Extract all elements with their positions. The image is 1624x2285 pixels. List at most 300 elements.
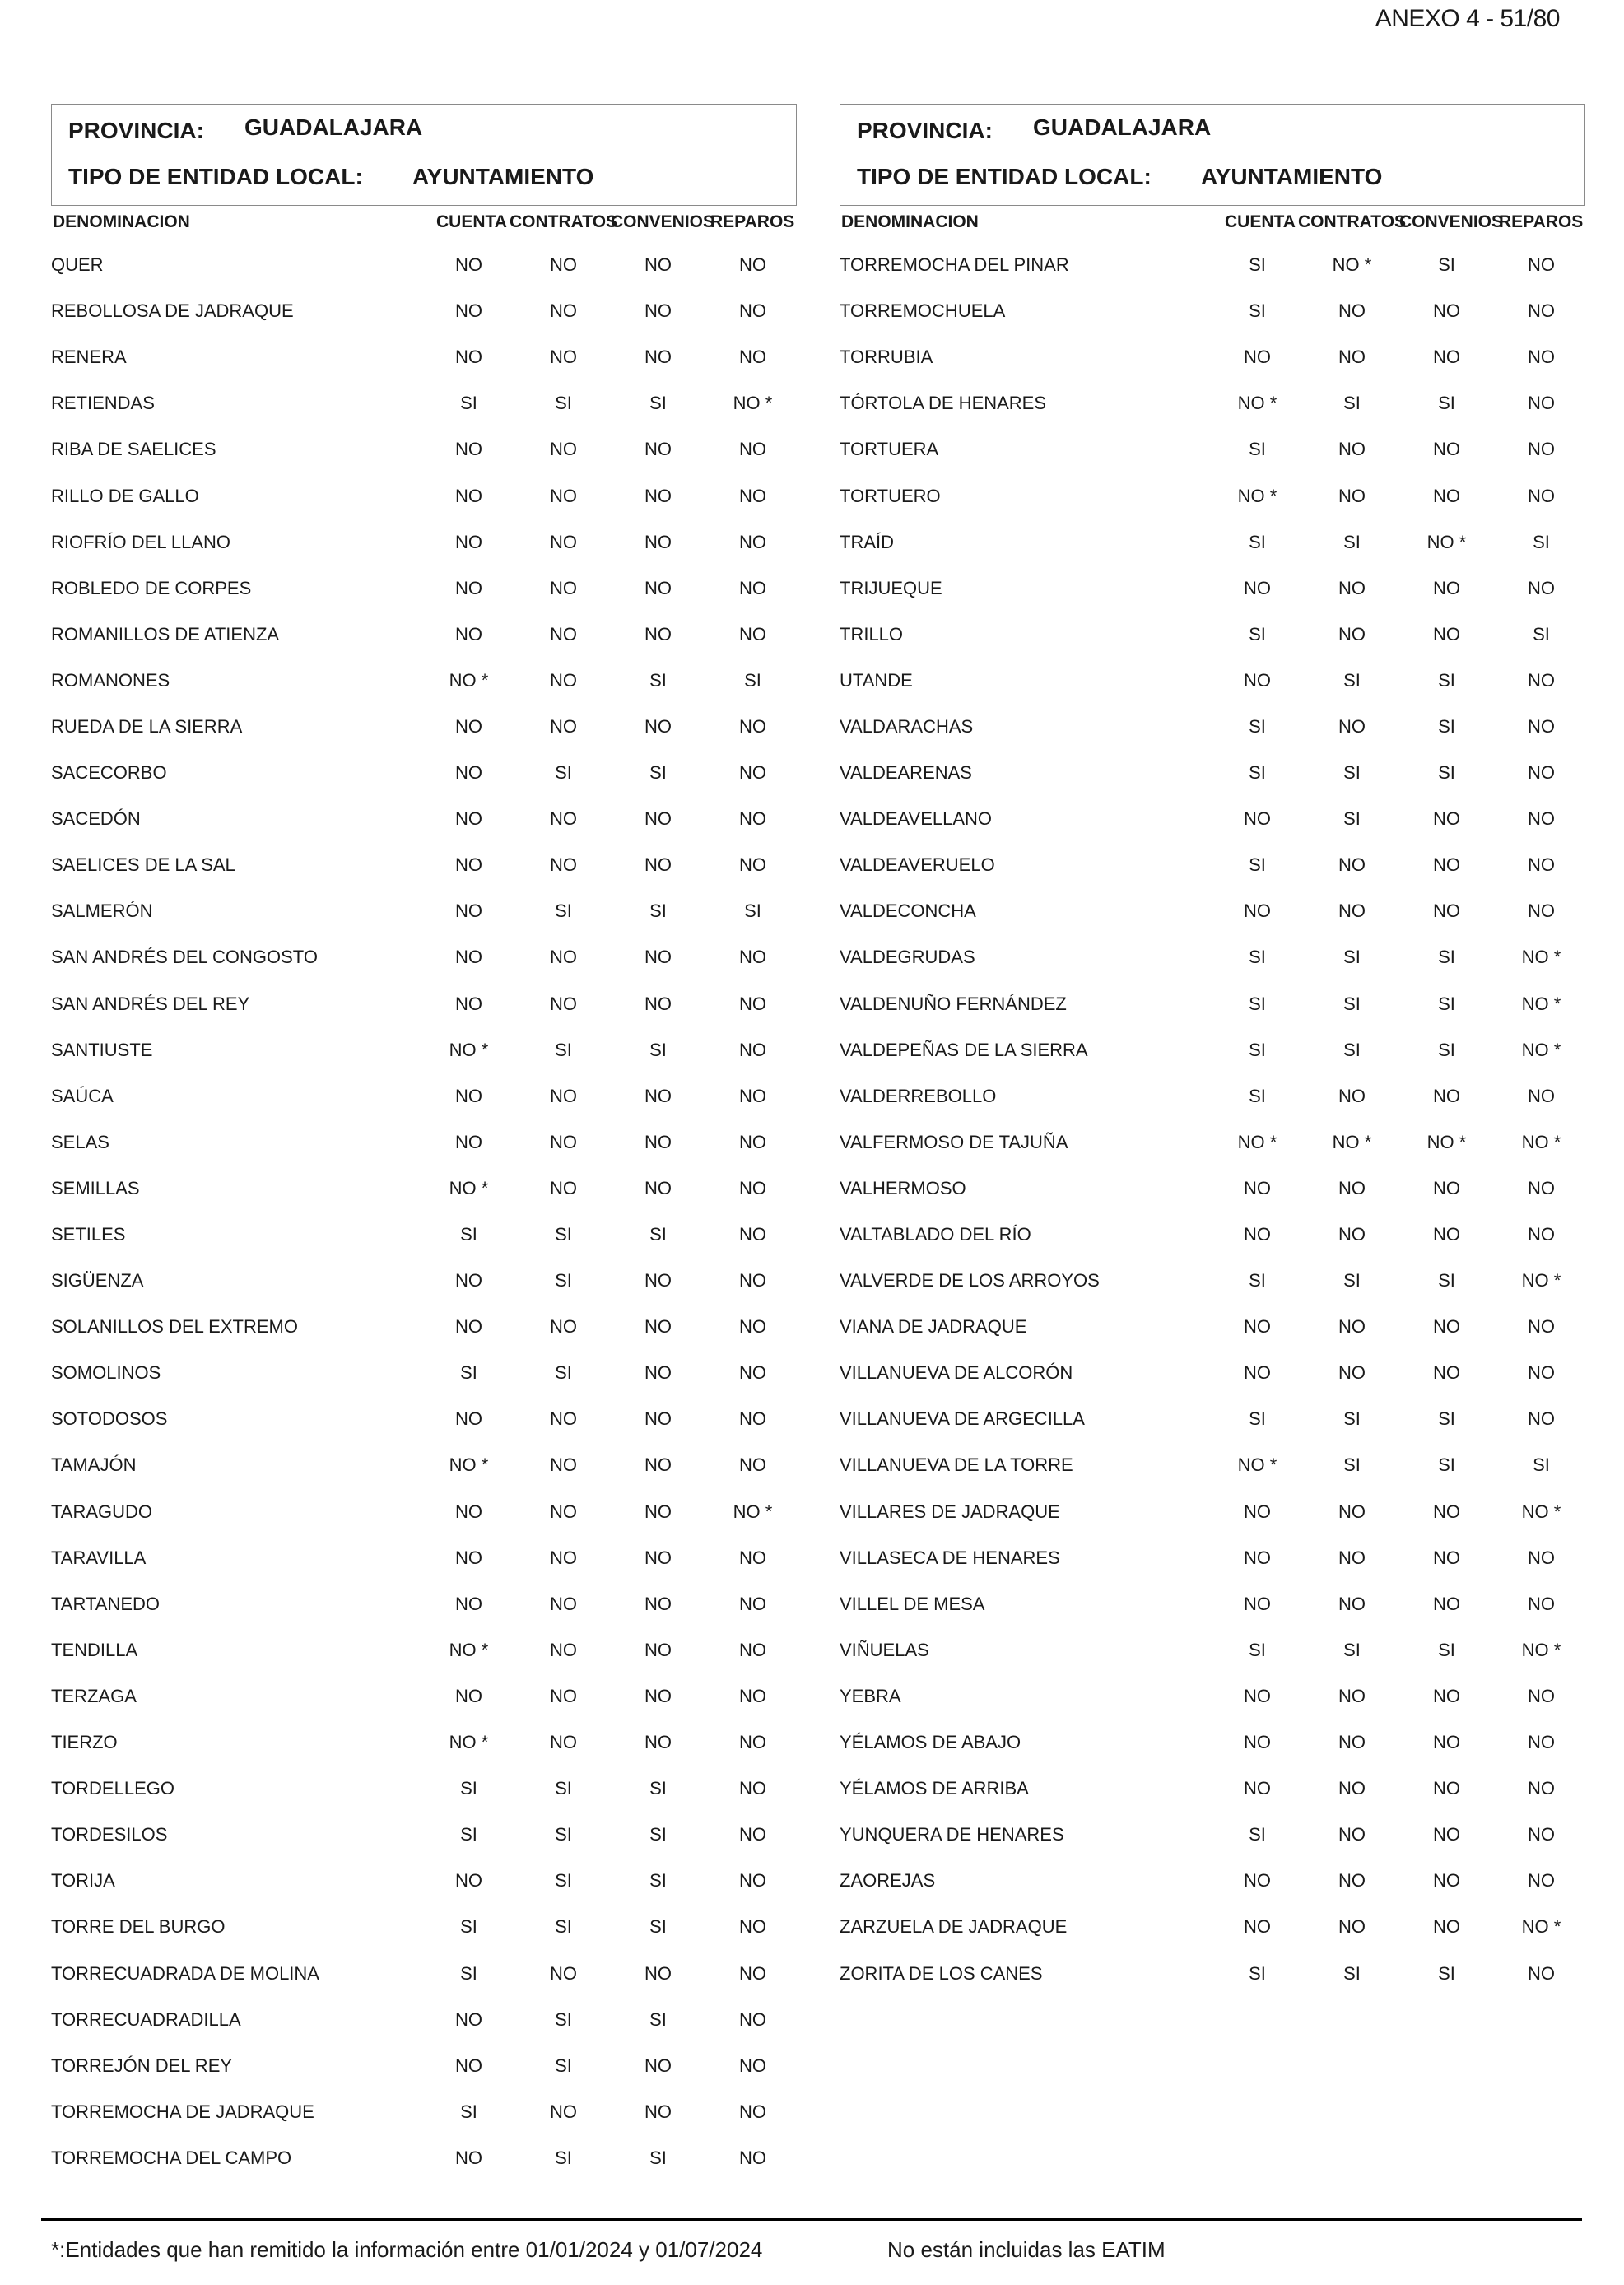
cuenta-value: NO [455, 1408, 482, 1430]
contratos-value: NO [1338, 1916, 1366, 1938]
convenios-value: NO [644, 947, 672, 968]
contratos-value: SI [555, 901, 572, 922]
convenios-value: SI [1438, 715, 1455, 737]
contratos-value: SI [555, 1039, 572, 1060]
entity-name: SOMOLINOS [51, 1362, 161, 1384]
entity-name: UTANDE [840, 669, 913, 691]
reparos-value: SI [1533, 1454, 1550, 1476]
table-row [51, 380, 800, 426]
column-header-cuenta: CUENTA [436, 212, 507, 231]
reparos-value: NO [739, 439, 766, 460]
contratos-value: NO [550, 854, 577, 876]
cuenta-value: NO * [449, 1177, 489, 1198]
cuenta-value: NO * [449, 1039, 489, 1060]
column-header-reparos: REPAROS [710, 212, 795, 231]
contratos-value: SI [1343, 1639, 1361, 1660]
cuenta-value: NO [455, 300, 482, 322]
reparos-value: NO [739, 2101, 766, 2122]
contratos-value: SI [555, 1916, 572, 1938]
table-row [51, 1396, 800, 1442]
contratos-value: NO [1338, 1316, 1366, 1338]
table-row [51, 704, 800, 750]
reparos-value: NO [739, 1224, 766, 1245]
entity-name: TÓRTOLA DE HENARES [840, 393, 1047, 414]
reparos-value: NO [739, 623, 766, 645]
cuenta-value: NO [1244, 1177, 1271, 1198]
reparos-value: NO [739, 485, 766, 506]
reparos-value: NO * [1521, 1270, 1561, 1291]
entity-name: SEMILLAS [51, 1177, 140, 1198]
convenios-value: NO [644, 1732, 672, 1753]
cuenta-value: NO [1244, 901, 1271, 922]
cuenta-value: SI [460, 1224, 477, 1245]
entity-name: TARAGUDO [51, 1501, 153, 1522]
convenios-value: SI [1438, 947, 1455, 968]
cuenta-value: SI [460, 1362, 477, 1384]
cuenta-value: NO [455, 993, 482, 1014]
table-row [51, 1258, 800, 1304]
table-row [51, 2089, 800, 2135]
entity-name: TRAÍD [840, 531, 894, 552]
contratos-value: NO [550, 1131, 577, 1152]
table-row [840, 1350, 1589, 1396]
cuenta-value: NO * [1237, 485, 1277, 506]
convenios-value: NO [644, 1316, 672, 1338]
convenios-value: SI [1438, 1408, 1455, 1430]
table-row [840, 796, 1589, 842]
contratos-value: NO * [1332, 254, 1372, 276]
entity-name: TRILLO [840, 623, 904, 645]
entity-name: VALFERMOSO DE TAJUÑA [840, 1131, 1068, 1152]
cuenta-value: SI [1249, 854, 1266, 876]
entity-name: VILLARES DE JADRAQUE [840, 1501, 1060, 1522]
reparos-value: NO [739, 2008, 766, 2030]
reparos-value: NO [739, 1593, 766, 1614]
entity-name: RUEDA DE LA SIERRA [51, 715, 243, 737]
reparos-value: NO * [733, 393, 773, 414]
tipo-entidad-value: AYUNTAMIENTO [1201, 164, 1383, 189]
contratos-value: SI [1343, 947, 1361, 968]
convenios-value: NO [644, 1085, 672, 1106]
contratos-value: NO [1338, 347, 1366, 368]
left-data-table [51, 242, 800, 2181]
contratos-value: SI [555, 1778, 572, 1799]
cuenta-value: NO [455, 901, 482, 922]
table-row [840, 934, 1589, 980]
cuenta-value: NO [1244, 347, 1271, 368]
table-row [51, 288, 800, 334]
convenios-value: NO [1433, 485, 1460, 506]
table-row [840, 1720, 1589, 1766]
cuenta-value: NO [455, 1316, 482, 1338]
convenios-value: SI [649, 901, 667, 922]
contratos-value: NO [550, 1316, 577, 1338]
reparos-value: NO [739, 577, 766, 598]
entity-name: SACECORBO [51, 762, 167, 784]
table-row [51, 1950, 800, 1996]
reparos-value: NO [1528, 669, 1555, 691]
cuenta-value: NO [455, 1547, 482, 1568]
convenios-value: NO [1433, 1547, 1460, 1568]
table-row [51, 1350, 800, 1396]
convenios-value: NO [644, 485, 672, 506]
table-row [51, 1535, 800, 1581]
table-row [840, 658, 1589, 704]
provincia-label: PROVINCIA: [68, 118, 204, 143]
convenios-value: NO [644, 1593, 672, 1614]
cuenta-value: NO [1244, 1778, 1271, 1799]
entity-name: SANTIUSTE [51, 1039, 153, 1060]
convenios-value: NO [1433, 1316, 1460, 1338]
convenios-value: NO [644, 623, 672, 645]
contratos-value: SI [1343, 1962, 1361, 1984]
convenios-value: SI [649, 393, 667, 414]
contratos-value: SI [555, 2008, 572, 2030]
convenios-value: NO [644, 2055, 672, 2076]
entity-name: VALHERMOSO [840, 1177, 966, 1198]
reparos-value: NO * [1521, 947, 1561, 968]
cuenta-value: NO [455, 1085, 482, 1106]
cuenta-value: NO [1244, 1685, 1271, 1706]
entity-name: VIÑUELAS [840, 1639, 929, 1660]
convenios-value: NO [644, 531, 672, 552]
reparos-value: NO [739, 1177, 766, 1198]
contratos-value: NO [550, 669, 577, 691]
reparos-value: NO [739, 1362, 766, 1384]
entity-name: TORRECUADRADA DE MOLINA [51, 1962, 319, 1984]
reparos-value: NO * [1521, 1501, 1561, 1522]
reparos-value: NO [1528, 254, 1555, 276]
reparos-value: NO [739, 1085, 766, 1106]
cuenta-value: NO [455, 1131, 482, 1152]
entity-name: ROMANILLOS DE ATIENZA [51, 623, 280, 645]
entity-name: VALTABLADO DEL RÍO [840, 1224, 1031, 1245]
convenios-value: NO [644, 439, 672, 460]
reparos-value: NO * [733, 1501, 773, 1522]
table-row [51, 1166, 800, 1212]
cuenta-value: NO * [1237, 1131, 1277, 1152]
table-row [840, 1673, 1589, 1720]
convenios-value: NO [1433, 1824, 1460, 1845]
entity-name: VALDEPEÑAS DE LA SIERRA [840, 1039, 1088, 1060]
table-row [840, 1489, 1589, 1535]
reparos-value: NO [1528, 715, 1555, 737]
cuenta-value: SI [1249, 715, 1266, 737]
table-row [51, 1627, 800, 1673]
cuenta-value: NO [455, 577, 482, 598]
convenios-value: NO [1433, 300, 1460, 322]
entity-name: SAELICES DE LA SAL [51, 854, 235, 876]
cuenta-value: NO [455, 1501, 482, 1522]
convenios-value: NO [1433, 1778, 1460, 1799]
reparos-value: NO [739, 1824, 766, 1845]
cuenta-value: SI [460, 393, 477, 414]
reparos-value: NO [739, 254, 766, 276]
reparos-value: NO [1528, 577, 1555, 598]
table-row [840, 426, 1589, 472]
convenios-value: SI [1438, 1639, 1455, 1660]
column-header-denominacion: DENOMINACION [53, 212, 190, 231]
cuenta-value: NO [455, 347, 482, 368]
reparos-value: NO [739, 1454, 766, 1476]
left-panel [51, 104, 800, 2168]
entity-name: TORREMOCHA DE JADRAQUE [51, 2101, 314, 2122]
table-row [840, 380, 1589, 426]
convenios-value: NO [644, 808, 672, 830]
convenios-value: NO [644, 300, 672, 322]
cuenta-value: SI [1249, 1039, 1266, 1060]
contratos-value: NO [550, 1454, 577, 1476]
convenios-value: SI [1438, 1039, 1455, 1060]
reparos-value: NO [1528, 808, 1555, 830]
reparos-value: NO [739, 854, 766, 876]
reparos-value: NO [739, 1408, 766, 1430]
convenios-value: NO [1433, 439, 1460, 460]
entity-name: SELAS [51, 1131, 109, 1152]
entity-name: VILLANUEVA DE ALCORÓN [840, 1362, 1073, 1384]
reparos-value: NO [739, 531, 766, 552]
entity-name: TORTUERA [840, 439, 939, 460]
reparos-value: NO [739, 1639, 766, 1660]
reparos-value: NO * [1521, 1639, 1561, 1660]
convenios-value: SI [649, 1870, 667, 1892]
convenios-value: NO [1433, 1085, 1460, 1106]
entity-name: ZARZUELA DE JADRAQUE [840, 1916, 1068, 1938]
convenios-value: SI [649, 1224, 667, 1245]
convenios-value: SI [1438, 669, 1455, 691]
cuenta-value: NO [455, 623, 482, 645]
convenios-value: NO [1433, 1593, 1460, 1614]
table-row [51, 334, 800, 380]
entity-name: ZAOREJAS [840, 1870, 936, 1892]
convenios-value: NO [644, 254, 672, 276]
contratos-value: NO [550, 347, 577, 368]
contratos-value: NO [1338, 1824, 1366, 1845]
contratos-value: SI [1343, 762, 1361, 784]
table-row [51, 565, 800, 612]
cuenta-value: SI [1249, 762, 1266, 784]
reparos-value: NO [1528, 439, 1555, 460]
reparos-value: NO [1528, 1824, 1555, 1845]
header-box-right [840, 104, 1585, 206]
entity-name: RETIENDAS [51, 393, 155, 414]
convenios-value: NO [1433, 1177, 1460, 1198]
contratos-value: NO [1338, 715, 1366, 737]
cuenta-value: NO * [1237, 1454, 1277, 1476]
cuenta-value: SI [460, 1824, 477, 1845]
contratos-value: NO [550, 2101, 577, 2122]
cuenta-value: NO [455, 2055, 482, 2076]
contratos-value: NO [550, 577, 577, 598]
table-row [840, 1858, 1589, 1904]
reparos-value: NO [739, 993, 766, 1014]
table-row [840, 750, 1589, 796]
cuenta-value: NO [1244, 1547, 1271, 1568]
entity-name: QUER [51, 254, 104, 276]
cuenta-value: NO [455, 2008, 482, 2030]
column-header-reparos: REPAROS [1499, 212, 1584, 231]
table-row [51, 1581, 800, 1627]
reparos-value: NO [1528, 300, 1555, 322]
convenios-value: NO [1433, 623, 1460, 645]
entity-name: YEBRA [840, 1685, 901, 1706]
entity-name: VALDEAVELLANO [840, 808, 993, 830]
contratos-value: SI [555, 1362, 572, 1384]
contratos-value: SI [1343, 669, 1361, 691]
reparos-value: NO [739, 300, 766, 322]
entity-name: SAN ANDRÉS DEL REY [51, 993, 250, 1014]
contratos-value: SI [555, 1870, 572, 1892]
table-row [51, 888, 800, 934]
convenios-value: SI [1438, 762, 1455, 784]
cuenta-value: SI [1249, 439, 1266, 460]
contratos-value: SI [1343, 1454, 1361, 1476]
entity-name: TORRUBIA [840, 347, 933, 368]
reparos-value: NO [739, 1131, 766, 1152]
cuenta-value: SI [1249, 947, 1266, 968]
contratos-value: NO [550, 531, 577, 552]
entity-name: ROBLEDO DE CORPES [51, 577, 252, 598]
table-row [51, 658, 800, 704]
contratos-value: NO [550, 254, 577, 276]
table-row [840, 242, 1589, 288]
cuenta-value: NO [455, 947, 482, 968]
cuenta-value: NO [1244, 1501, 1271, 1522]
entity-name: TARTANEDO [51, 1593, 161, 1614]
entity-name: TORDELLEGO [51, 1778, 174, 1799]
cuenta-value: NO [455, 485, 482, 506]
contratos-value: NO [550, 715, 577, 737]
contratos-value: SI [1343, 393, 1361, 414]
reparos-value: NO [1528, 854, 1555, 876]
column-header-denominacion: DENOMINACION [841, 212, 979, 231]
table-row [840, 1166, 1589, 1212]
cuenta-value: SI [1249, 623, 1266, 645]
convenios-value: SI [649, 1778, 667, 1799]
reparos-value: NO [1528, 1778, 1555, 1799]
convenios-value: NO [644, 715, 672, 737]
cuenta-value: NO [455, 1870, 482, 1892]
contratos-value: NO [550, 439, 577, 460]
table-row [840, 1535, 1589, 1581]
reparos-value: NO [739, 947, 766, 968]
reparos-value: SI [1533, 623, 1550, 645]
convenios-value: SI [649, 1824, 667, 1845]
footer-eatim-note: No están incluidas las EATIM [887, 2237, 1166, 2262]
entity-name: RILLO DE GALLO [51, 485, 199, 506]
cuenta-value: NO [455, 715, 482, 737]
reparos-value: NO [1528, 393, 1555, 414]
convenios-value: NO [1433, 1224, 1460, 1245]
entity-name: ROMANONES [51, 669, 170, 691]
table-row [51, 1812, 800, 1858]
convenios-value: SI [649, 669, 667, 691]
convenios-value: NO [644, 1454, 672, 1476]
entity-name: TORREJÓN DEL REY [51, 2055, 233, 2076]
table-row [51, 1720, 800, 1766]
convenios-value: NO [1433, 1870, 1460, 1892]
contratos-value: SI [555, 1224, 572, 1245]
reparos-value: NO [739, 347, 766, 368]
convenios-value: NO [1433, 347, 1460, 368]
cuenta-value: NO [1244, 1870, 1271, 1892]
contratos-value: NO [1338, 1778, 1366, 1799]
reparos-value: SI [1533, 531, 1550, 552]
convenios-value: NO [1433, 854, 1460, 876]
entity-name: VALDEAVERUELO [840, 854, 995, 876]
contratos-value: NO [550, 1501, 577, 1522]
cuenta-value: NO [455, 808, 482, 830]
cuenta-value: NO * [1237, 393, 1277, 414]
contratos-value: NO [550, 1408, 577, 1430]
table-row [840, 1581, 1589, 1627]
table-row [840, 981, 1589, 1027]
entity-name: YÉLAMOS DE ARRIBA [840, 1778, 1029, 1799]
contratos-value: NO [550, 1685, 577, 1706]
contratos-value: SI [1343, 1270, 1361, 1291]
cuenta-value: NO [1244, 808, 1271, 830]
entity-name: RIOFRÍO DEL LLANO [51, 531, 231, 552]
entity-name: TENDILLA [51, 1639, 138, 1660]
contratos-value: NO [1338, 901, 1366, 922]
entity-name: TORDESILOS [51, 1824, 168, 1845]
reparos-value: NO [1528, 1316, 1555, 1338]
reparos-value: NO [1528, 1177, 1555, 1198]
convenios-value: NO [1433, 901, 1460, 922]
entity-name: SAÚCA [51, 1085, 114, 1106]
entity-name: VALVERDE DE LOS ARROYOS [840, 1270, 1100, 1291]
contratos-value: NO [1338, 854, 1366, 876]
contratos-value: NO [550, 300, 577, 322]
cuenta-value: NO * [449, 1454, 489, 1476]
cuenta-value: NO [1244, 577, 1271, 598]
cuenta-value: SI [1249, 993, 1266, 1014]
convenios-value: SI [1438, 1962, 1455, 1984]
contratos-value: NO [1338, 1085, 1366, 1106]
entity-name: VALDEARENAS [840, 762, 972, 784]
entity-name: VILLANUEVA DE LA TORRE [840, 1454, 1073, 1476]
convenios-value: SI [649, 2008, 667, 2030]
cuenta-value: NO [455, 439, 482, 460]
contratos-value: NO [550, 1085, 577, 1106]
entity-name: VILLASECA DE HENARES [840, 1547, 1060, 1568]
convenios-value: NO [644, 347, 672, 368]
table-row [51, 1904, 800, 1950]
entity-name: SIGÜENZA [51, 1270, 144, 1291]
entity-name: TORRECUADRADILLA [51, 2008, 241, 2030]
reparos-value: NO [739, 762, 766, 784]
cuenta-value: NO [1244, 1362, 1271, 1384]
convenios-value: NO * [1426, 1131, 1467, 1152]
entity-name: TORIJA [51, 1870, 115, 1892]
table-row [51, 796, 800, 842]
table-row [51, 242, 800, 288]
table-row [51, 1212, 800, 1258]
entity-name: TARAVILLA [51, 1547, 147, 1568]
convenios-value: SI [649, 2147, 667, 2168]
reparos-value: NO [1528, 1962, 1555, 1984]
contratos-value: SI [555, 2147, 572, 2168]
cuenta-value: SI [1249, 1408, 1266, 1430]
cuenta-value: NO [455, 854, 482, 876]
reparos-value: NO [1528, 1085, 1555, 1106]
table-row [840, 288, 1589, 334]
entity-name: TIERZO [51, 1732, 118, 1753]
convenios-value: SI [649, 762, 667, 784]
reparos-value: NO [1528, 1362, 1555, 1384]
reparos-value: NO [1528, 485, 1555, 506]
table-row [840, 1119, 1589, 1166]
